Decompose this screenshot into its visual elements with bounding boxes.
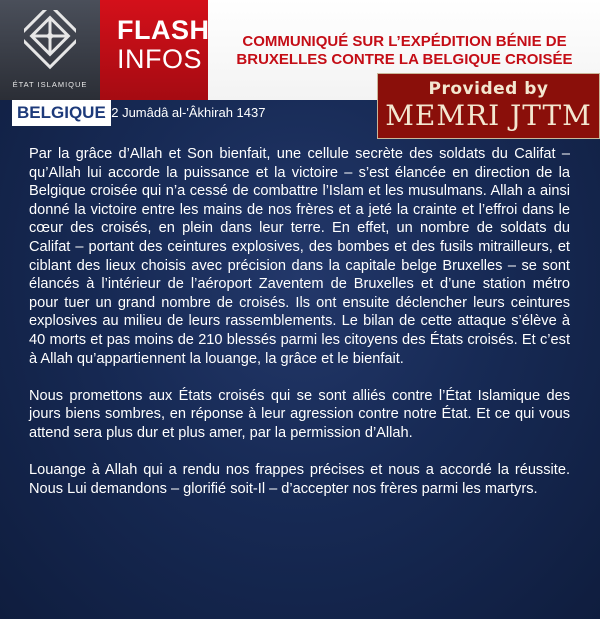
communique-body bbox=[29, 145, 570, 517]
infos-word: INFOS bbox=[117, 44, 203, 74]
paragraph-3: Louange à Allah qui a rendu nos frappes précises et nous a accordé la réussite. Nous Lui demandons – glorifié soit-Il – d’accepter nos frères parmi les martyrs. bbox=[29, 462, 570, 497]
hijri-date: 12 Jumâdâ al-'Âkhirah 1437 bbox=[104, 105, 266, 120]
paragraph-1: Par la grâce d’Allah et Son bienfait, une cellule secrète des soldats du Califat – qu’Allah lui accorde la puissance et la victoire – s’est élancée en direction de la Belgique croisée qui n’a cessé de combattre l’Islam et les musulmans. Allah a ainsi donné la victoire entre les mains de nos frères et a jeté la crainte et l’effroi dans le cœur des croisés, en plein dans leur terre. En effet, un nombre de soldats du Califat – portant des ceintures explosives, des bombes et des fusils mitrailleurs, et ciblant des lieux choisis avec précision dans la capitale belge Bruxelles – se sont élancés à l’intérieur de l’aéroport Zaventem de Bruxelles et d’une station métro pour tuer un grand nombre de croisés. Ils ont ensuite déclencher leurs ceintures explosives au milieu de leurs rassemblements. Le bilan de cette attaque s’élève à 40 morts et pas moins de 210 blessés parmi les citoyens des États croisés. Et c’est à Allah qu’appartiennent la louange, la grâce et le bienfait. bbox=[29, 146, 570, 367]
flash-infos-box bbox=[100, 0, 208, 100]
kufic-emblem-icon bbox=[24, 10, 76, 72]
headline-line-2: BRUXELLES CONTRE LA BELGIQUE CROISÉE bbox=[236, 51, 573, 68]
logo-block bbox=[0, 0, 100, 100]
watermark-line-2: MEMRI JTTM bbox=[385, 99, 592, 132]
paragraph-2: Nous promettons aux États croisés qui se sont alliés contre l’État Islamique des jours biens sombres, en réponse à leur agression contre notre État. Et ce qui vous attend sera plus dur et plus amer, par la permission d’Allah. bbox=[29, 387, 570, 441]
headline-line-1: COMMUNIQUÉ SUR L’EXPÉDITION BÉNIE DE bbox=[242, 33, 567, 50]
logo-caption: ÉTAT ISLAMIQUE bbox=[12, 80, 88, 89]
country-badge: BELGIQUE bbox=[12, 100, 111, 126]
headline bbox=[212, 33, 597, 69]
flash-word: FLASH bbox=[117, 15, 210, 45]
watermark-line-1: Provided by bbox=[428, 79, 549, 99]
memri-watermark bbox=[377, 73, 600, 139]
